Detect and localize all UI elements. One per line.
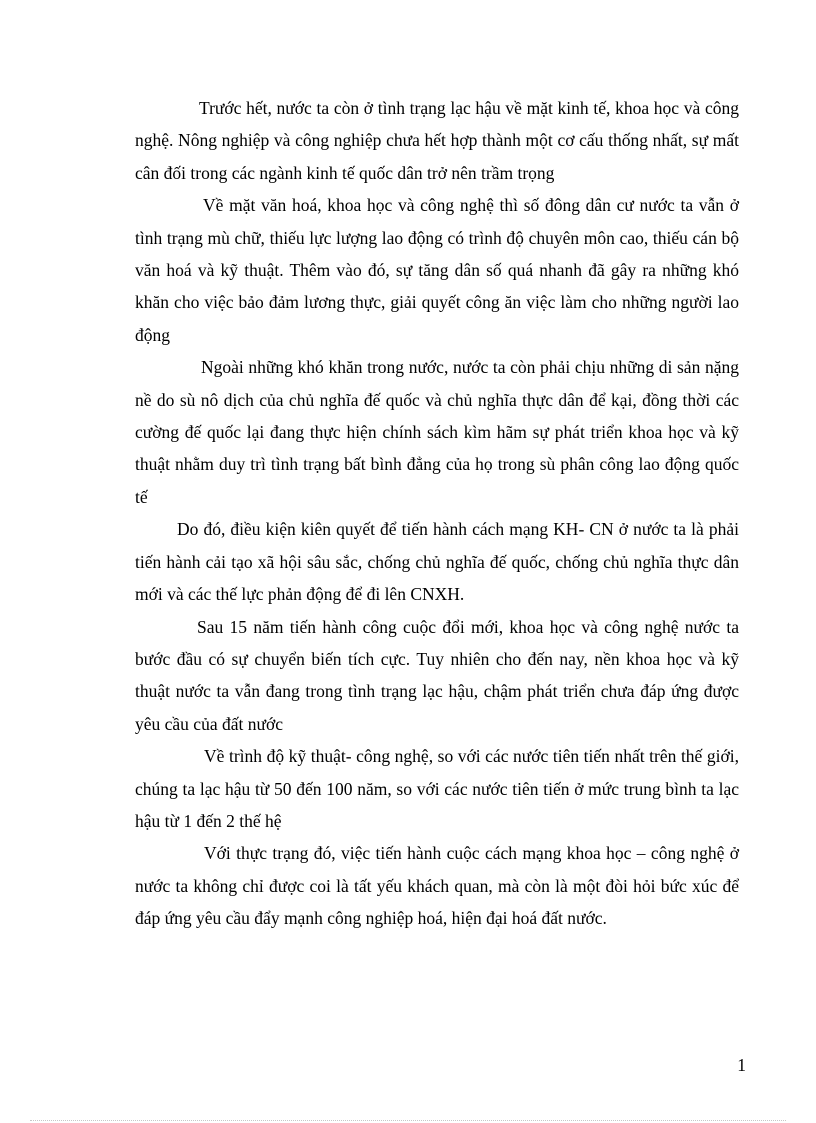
page-bottom-divider [30,1120,786,1121]
paragraph-1: Trước hết, nước ta còn ở tình trạng lạc hậu về mặt kinh tế, khoa học và công nghệ. Nông nghiệp và công nghiệp chưa hết hợp thành một cơ cấu thống nhất, sự mất cân đối trong các ngành kinh tế quốc dân trở nên trầm trọng [135,98,739,183]
body-text [135,92,739,935]
paragraph-2: Về mặt văn hoá, khoa học và công nghệ thì số đông dân cư nước ta vẫn ở tình trạng mù chữ, thiếu lực lượng lao động có trình độ chuyên môn cao, thiếu cán bộ văn hoá và kỹ thuật. Thêm vào đó, sự tăng dân số quá nhanh đã gây ra những khó khăn cho việc bảo đảm lương thực, giải quyết công ăn việc làm cho những người lao động [135,195,739,345]
page-number: 1 [737,1055,746,1075]
paragraph-4: Do đó, điều kiện kiên quyết để tiến hành cách mạng KH- CN ở nước ta là phải tiến hành cải tạo xã hội sâu sắc, chống chủ nghĩa đế quốc, chống chủ nghĩa thực dân mới và các thế lực phản động để đi lên CNXH. [135,519,739,605]
paragraph-5: Sau 15 năm tiến hành công cuộc đổi mới, khoa học và công nghệ nước ta bước đầu có sự chuyển biến tích cực. Tuy nhiên cho đến nay, nền khoa học và kỹ thuật nước ta vẫn đang trong tình trạng lạc hậu, chậm phát triển chưa đáp ứng được yêu cầu của đất nước [135,616,739,734]
paragraph-6: Về trình độ kỹ thuật- công nghệ, so với các nước tiên tiến nhất trên thế giới, chúng ta lạc hậu từ 50 đến 100 năm, so với các nước tiên tiến ở mức trung bình ta lạc hậu từ 1 đến 2 thế hệ [135,746,739,831]
paragraph-3: Ngoài những khó khăn trong nước, nước ta còn phải chịu những di sản nặng nề do sù nô dịch của chủ nghĩa đế quốc và chủ nghĩa thực dân để kại, đồng thời các cường đế quốc lại đang thực hiện chính sách kìm hãm sự phát triển khoa học và kỹ thuật nhằm duy trì tình trạng bất bình đẳng của họ trong sù phân công lao động quốc tế [135,357,739,507]
paragraph-7: Với thực trạng đó, việc tiến hành cuộc cách mạng khoa học – công nghệ ở nước ta không chỉ được coi là tất yếu khách quan, mà còn là một đòi hỏi bức xúc để đáp ứng yêu cầu đẩy mạnh công nghiệp hoá, hiện đại hoá đất nước. [135,843,739,929]
